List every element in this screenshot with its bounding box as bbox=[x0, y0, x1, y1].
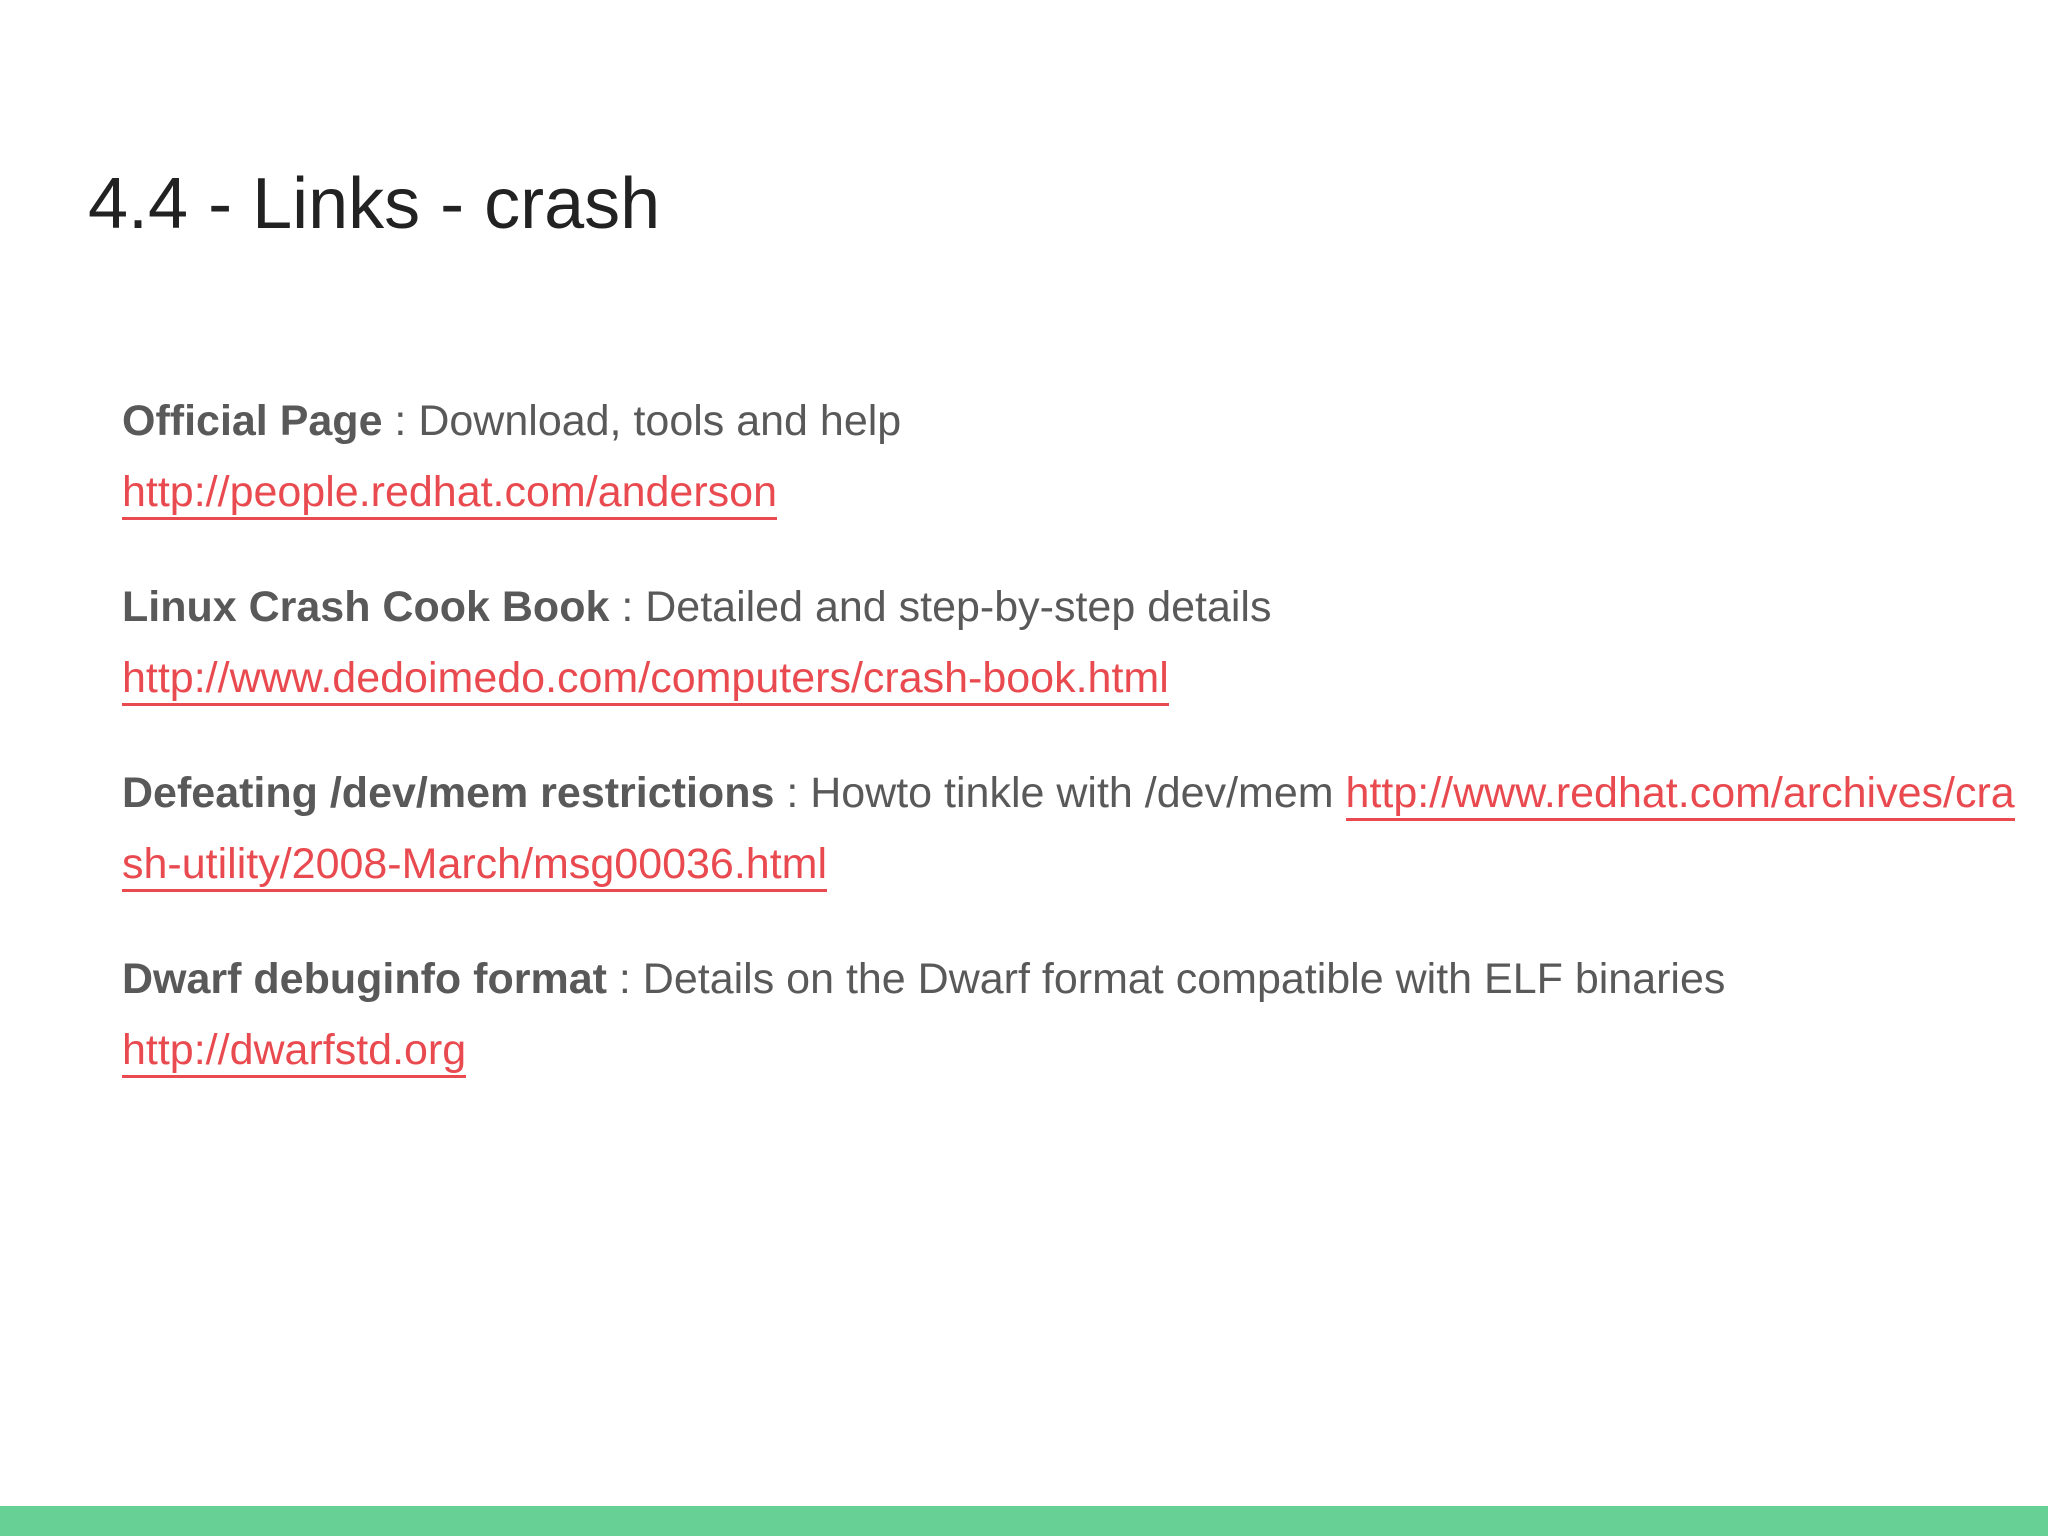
entry-description: Download, tools and help bbox=[418, 397, 902, 445]
footer-accent-bar bbox=[0, 1506, 2048, 1536]
link-entry-dev-mem bbox=[122, 758, 2022, 900]
entry-url-link[interactable]: http://www.redhat.com/archives/crash-utility/2008-March/msg00036.html bbox=[122, 769, 2015, 892]
link-entry-crash-cook-book bbox=[122, 572, 2022, 714]
link-entry-dwarf bbox=[122, 944, 2022, 1086]
entry-name: Defeating /dev/mem restrictions bbox=[122, 769, 775, 817]
entry-separator: : bbox=[609, 583, 646, 631]
entry-separator: : bbox=[774, 769, 811, 817]
entry-separator: : bbox=[606, 955, 643, 1003]
link-list bbox=[122, 386, 2022, 1130]
entry-url-link[interactable]: http://www.dedoimedo.com/computers/crash-book.html bbox=[122, 654, 1169, 706]
entry-url-link[interactable]: http://dwarfstd.org bbox=[122, 1026, 466, 1078]
entry-name: Linux Crash Cook Book bbox=[122, 583, 610, 631]
entry-url-link[interactable]: http://people.redhat.com/anderson bbox=[122, 468, 777, 520]
slide-title: 4.4 - Links - crash bbox=[88, 164, 661, 244]
link-entry-official-page bbox=[122, 386, 2022, 528]
entry-description: Howto tinkle with /dev/mem bbox=[810, 769, 1334, 817]
entry-description: Detailed and step-by-step details bbox=[645, 583, 1272, 631]
entry-separator: : bbox=[382, 397, 419, 445]
entry-name: Dwarf debuginfo format bbox=[122, 955, 607, 1003]
entry-description: Details on the Dwarf format compatible with ELF binaries bbox=[642, 955, 1726, 1003]
entry-name: Official Page bbox=[122, 397, 383, 445]
